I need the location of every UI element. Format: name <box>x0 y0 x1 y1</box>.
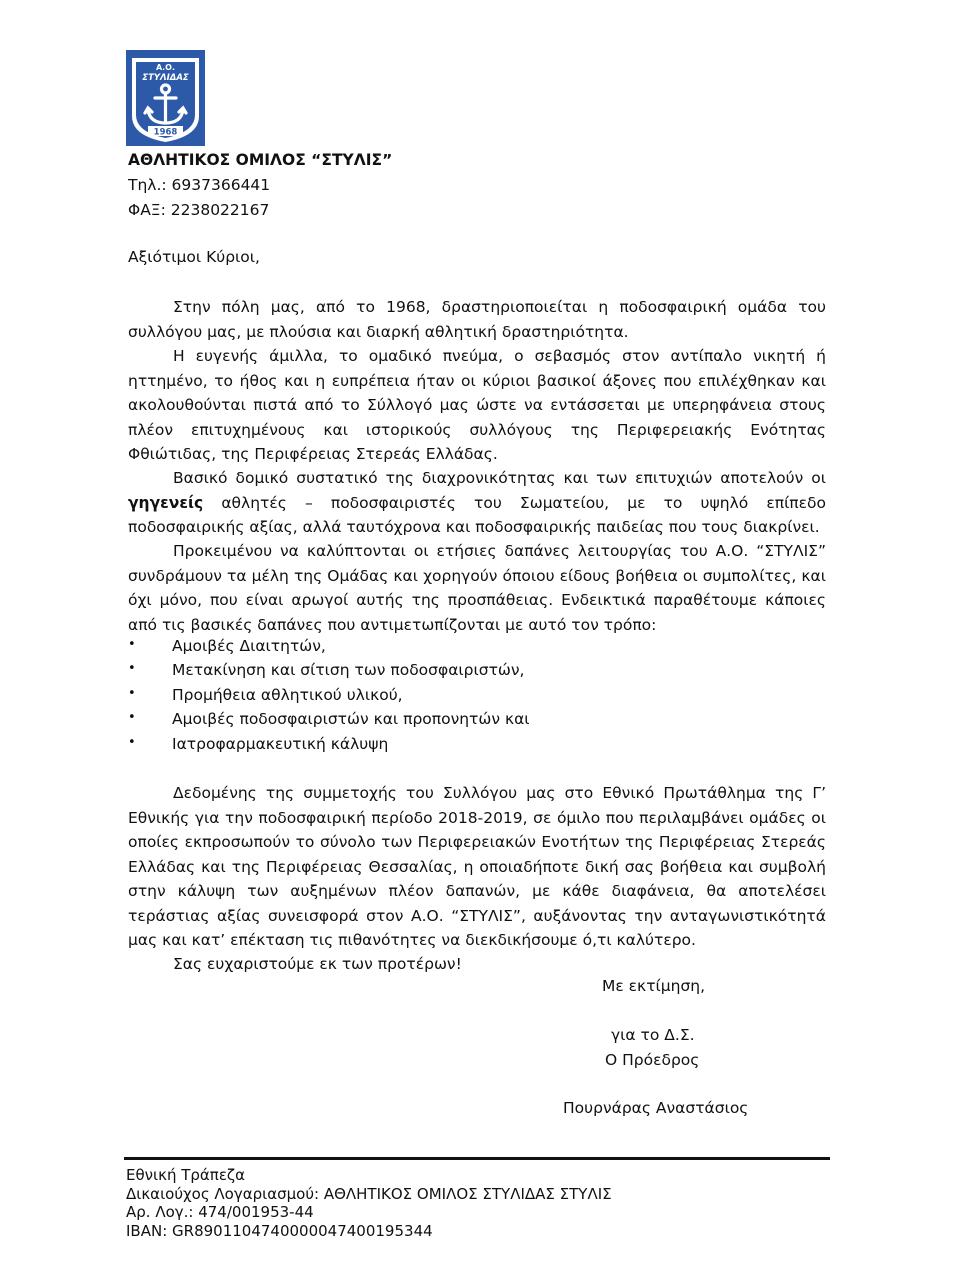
thanks-line: Σας ευχαριστούμε εκ των προτέρων! <box>173 955 462 973</box>
bullet-icon: • <box>128 735 136 750</box>
paragraph-3-end: αθλητές – ποδοσφαιριστές του Σωματείου, με το υψηλό επίπεδο ποδοσφαιρικής αξίας, αλλά ταυτόχρονα και ποδοσφαιρικής παιδείας που τους διακρίνει. <box>128 493 826 536</box>
iban: IBAN: GR8901104740000047400195344 <box>126 1222 433 1240</box>
footer-divider <box>124 1157 830 1160</box>
signatory-name: Πουρνάρας Αναστάσιος <box>563 1099 749 1117</box>
account-beneficiary: Δικαιούχος Λογαριασμού: ΑΘΛΗΤΙΚΟΣ ΟΜΙΛΟΣ ΣΤΥΛΙΔΑΣ ΣΤΥΛΙΣ <box>126 1185 612 1203</box>
bank-name: Εθνική Τράπεζα <box>126 1166 245 1184</box>
organization-name: ΑΘΛΗΤΙΚΟΣ ΟΜΙΛΟΣ “ΣΤΥΛΙΣ” <box>128 151 393 169</box>
paragraph-3 <box>128 466 826 540</box>
logo-top-text: Α.Ο. <box>155 63 176 72</box>
bullet-icon: • <box>128 710 136 725</box>
club-logo <box>126 50 205 146</box>
regards: Με εκτίμηση, <box>602 977 706 995</box>
list-item-text: Αμοιβές Διαιτητών, <box>172 637 326 655</box>
fax-number: ΦΑΞ: 2238022167 <box>128 201 270 219</box>
bullet-icon: • <box>128 661 136 676</box>
paragraph-5: Δεδομένης της συμμετοχής του Συλλόγου μας στο Εθνικό Πρωτάθλημα της Γ’ Εθνικής για την ποδοσφαιρική περίοδο 2018-2019, σε όμιλο που περιλαμβάνει ομάδες οι οποίες εκπροσωπούν το σύνολο των Περιφερειακών Ενοτήτων της Περιφέρειας Στερεάς Ελλάδας και της Περιφέρειας Θεσσαλίας, η οποιαδήποτε δική σας βοήθεια και συμβολή στην κάλυψη των αυξημένων πλέον δαπανών, με κάθε διαφάνεια, θα αποτελέσει τεράστιας αξίας συνεισφορά στον Α.Ο. “ΣΤΥΛΙΣ”, αυξάνοντας την ανταγωνιστικότητά μας και κατ’ επέκταση τις πιθανότητες να διεκδικήσουμε ό,τι καλύτερο. <box>128 784 826 949</box>
bullet-icon: • <box>128 637 136 652</box>
list-item-text: Ιατροφαρμακευτική κάλυψη <box>172 735 389 753</box>
account-number: Αρ. Λογ.: 474/001953-44 <box>126 1203 314 1221</box>
paragraph-4: Προκειμένου να καλύπτονται οι ετήσιες δαπάνες λειτουργίας του Α.Ο. “ΣΤΥΛΙΣ” συνδράμουν τα μέλη της Ομάδας και χορηγούν όποιου είδους βοήθεια οι συμπολίτες, και όχι μόνο, που είναι αρωγοί αυτής της προσπάθειας. Ενδεικτικά παραθέτουμε κάποιες από τις βασικές δαπάνες που αντιμετωπίζονται με αυτό τον τρόπο: <box>128 542 826 634</box>
paragraph-2: Η ευγενής άμιλλα, το ομαδικό πνεύμα, ο σεβασμός στον αντίπαλο νικητή ή ηττημένο, το ήθος και η ευπρέπεια ήταν οι κύριοι βασικοί άξονες που επιλέχθηκαν και ακολουθούνται πιστά από το Σύλλογό μας ώστε να εντάσσεται με υπερηφάνεια στους πλέον επιτυχημένους και ιστορικούς συλλόγους της Περιφερειακής Ενότητας Φθιώτιδας, της Περιφέρειας Στερεάς Ελλάδας. <box>128 347 826 463</box>
for-board: για το Δ.Σ. <box>611 1026 695 1044</box>
paragraph-3-start: Βασικό δομικό συστατικό της διαχρονικότητας και των επιτυχιών αποτελούν οι <box>173 469 826 487</box>
list-item-text: Αμοιβές ποδοσφαιριστών και προπονητών και <box>172 710 530 728</box>
logo-year: 1968 <box>153 127 178 138</box>
paragraph-3-bold: γηγενείς <box>128 493 204 512</box>
list-item-text: Προμήθεια αθλητικού υλικού, <box>172 686 403 704</box>
greeting: Αξιότιμοι Κύριοι, <box>128 248 260 266</box>
phone-number: Τηλ.: 6937366441 <box>128 176 271 194</box>
bullet-icon: • <box>128 686 136 701</box>
list-item-text: Μετακίνηση και σίτιση των ποδοσφαιριστών, <box>172 661 525 679</box>
signatory-title: Ο Πρόεδρος <box>605 1051 700 1069</box>
logo-name-text: ΣΤΥΛΙΔΑΣ <box>142 73 189 83</box>
paragraph-1: Στην πόλη μας, από το 1968, δραστηριοποιείται η ποδοσφαιρική ομάδα του συλλόγου μας, με πλούσια και διαρκή αθλητική δραστηριότητα. <box>128 298 826 341</box>
